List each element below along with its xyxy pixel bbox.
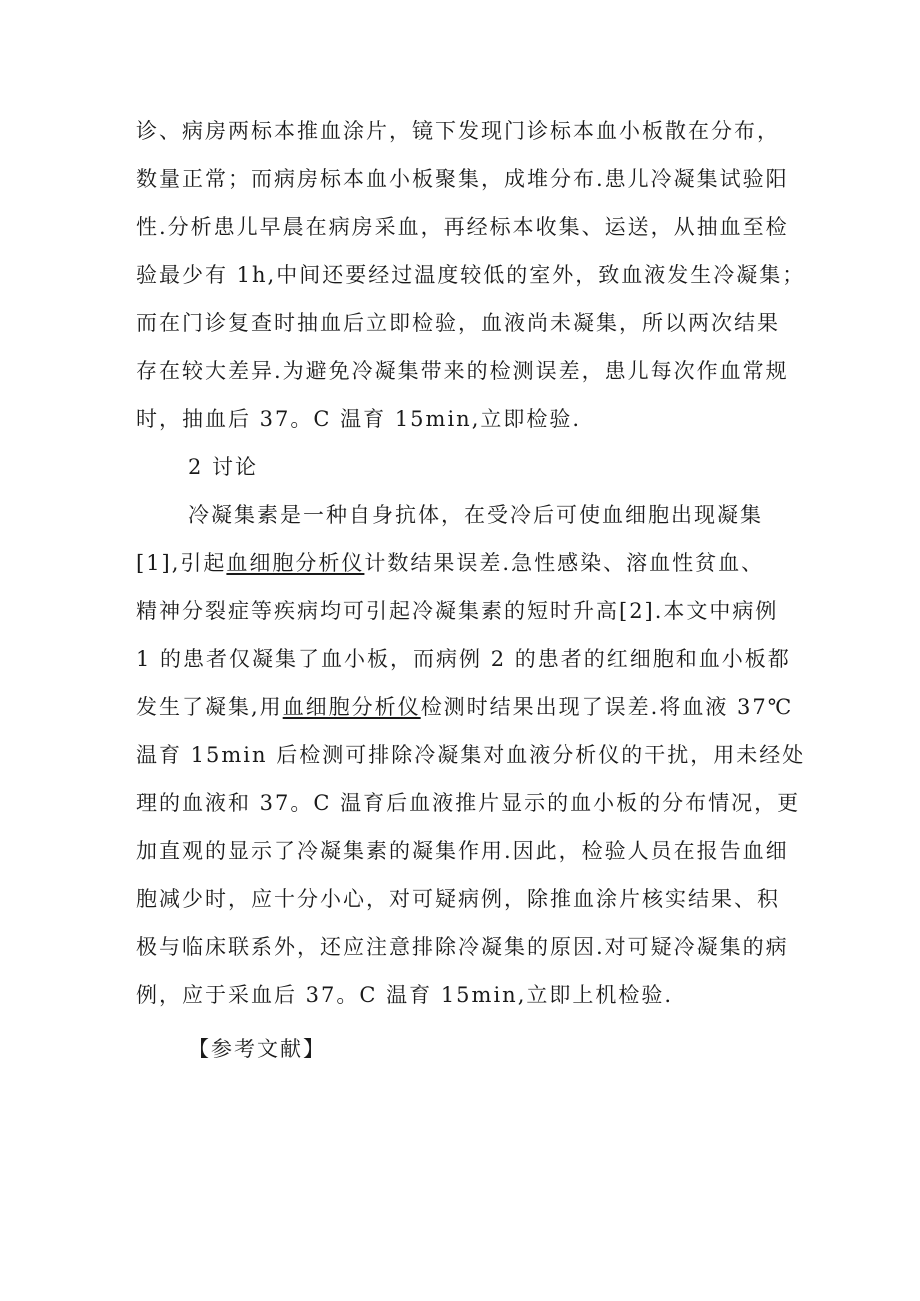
text-span: [1],引起 — [136, 551, 227, 575]
body-line: 胞减少时，应十分小心，对可疑病例，除推血涂片核实结果、积 — [136, 887, 780, 911]
body-line: 极与临床联系外，还应注意排除冷凝集的原因.对可疑冷凝集的病 — [136, 935, 789, 959]
body-line — [136, 694, 793, 720]
body-line: 时，抽血后 37。C 温育 15min,立即检验. — [136, 407, 582, 431]
text-span: 检测时结果出现了误差.将血液 37℃ — [420, 695, 794, 719]
references-heading: 【参考文献】 — [188, 1037, 326, 1061]
body-line: 例，应于采血后 37。C 温育 15min,立即上机检验. — [136, 983, 674, 1007]
body-line: 理的血液和 37。C 温育后血液推片显示的血小板的分布情况，更 — [136, 791, 801, 815]
body-line: 验最少有 1h,中间还要经过温度较低的室外，致血液发生冷凝集； — [136, 263, 806, 287]
section-heading: 2 讨论 — [188, 455, 259, 479]
hyperlink-blood-cell-analyzer[interactable]: 血细胞分析仪 — [226, 551, 365, 575]
body-line: 性.分析患儿早晨在病房采血，再经标本收集、运送，从抽血至检 — [136, 215, 789, 239]
text-span: 计数结果误差.急性感染、溶血性贫血、 — [364, 551, 765, 575]
body-line: 1 的患者仅凝集了血小板，而病例 2 的患者的红细胞和血小板都 — [136, 647, 791, 671]
body-line: 数量正常；而病房标本血小板聚集，成堆分布.患儿冷凝集试验阳 — [136, 167, 789, 191]
body-line: 诊、病房两标本推血涂片，镜下发现门诊标本血小板散在分布， — [136, 119, 780, 143]
body-line: 冷凝集素是一种自身抗体，在受冷后可使血细胞出现凝集 — [188, 503, 763, 527]
hyperlink-blood-cell-analyzer[interactable]: 血细胞分析仪 — [282, 695, 421, 719]
body-line: 而在门诊复查时抽血后立即检验，血液尚未凝集，所以两次结果 — [136, 311, 780, 335]
body-line: 加直观的显示了冷凝集素的凝集作用.因此，检验人员在报告血细 — [136, 839, 789, 863]
body-line: 温育 15min 后检测可排除冷凝集对血液分析仪的干扰，用未经处 — [136, 743, 806, 767]
text-span: 发生了凝集,用 — [136, 695, 283, 719]
body-line: 存在较大差异.为避免冷凝集带来的检测误差，患儿每次作血常规 — [136, 359, 789, 383]
body-line: 精神分裂症等疾病均可引起冷凝集素的短时升高[2].本文中病例 — [136, 599, 779, 623]
body-line — [136, 550, 764, 576]
